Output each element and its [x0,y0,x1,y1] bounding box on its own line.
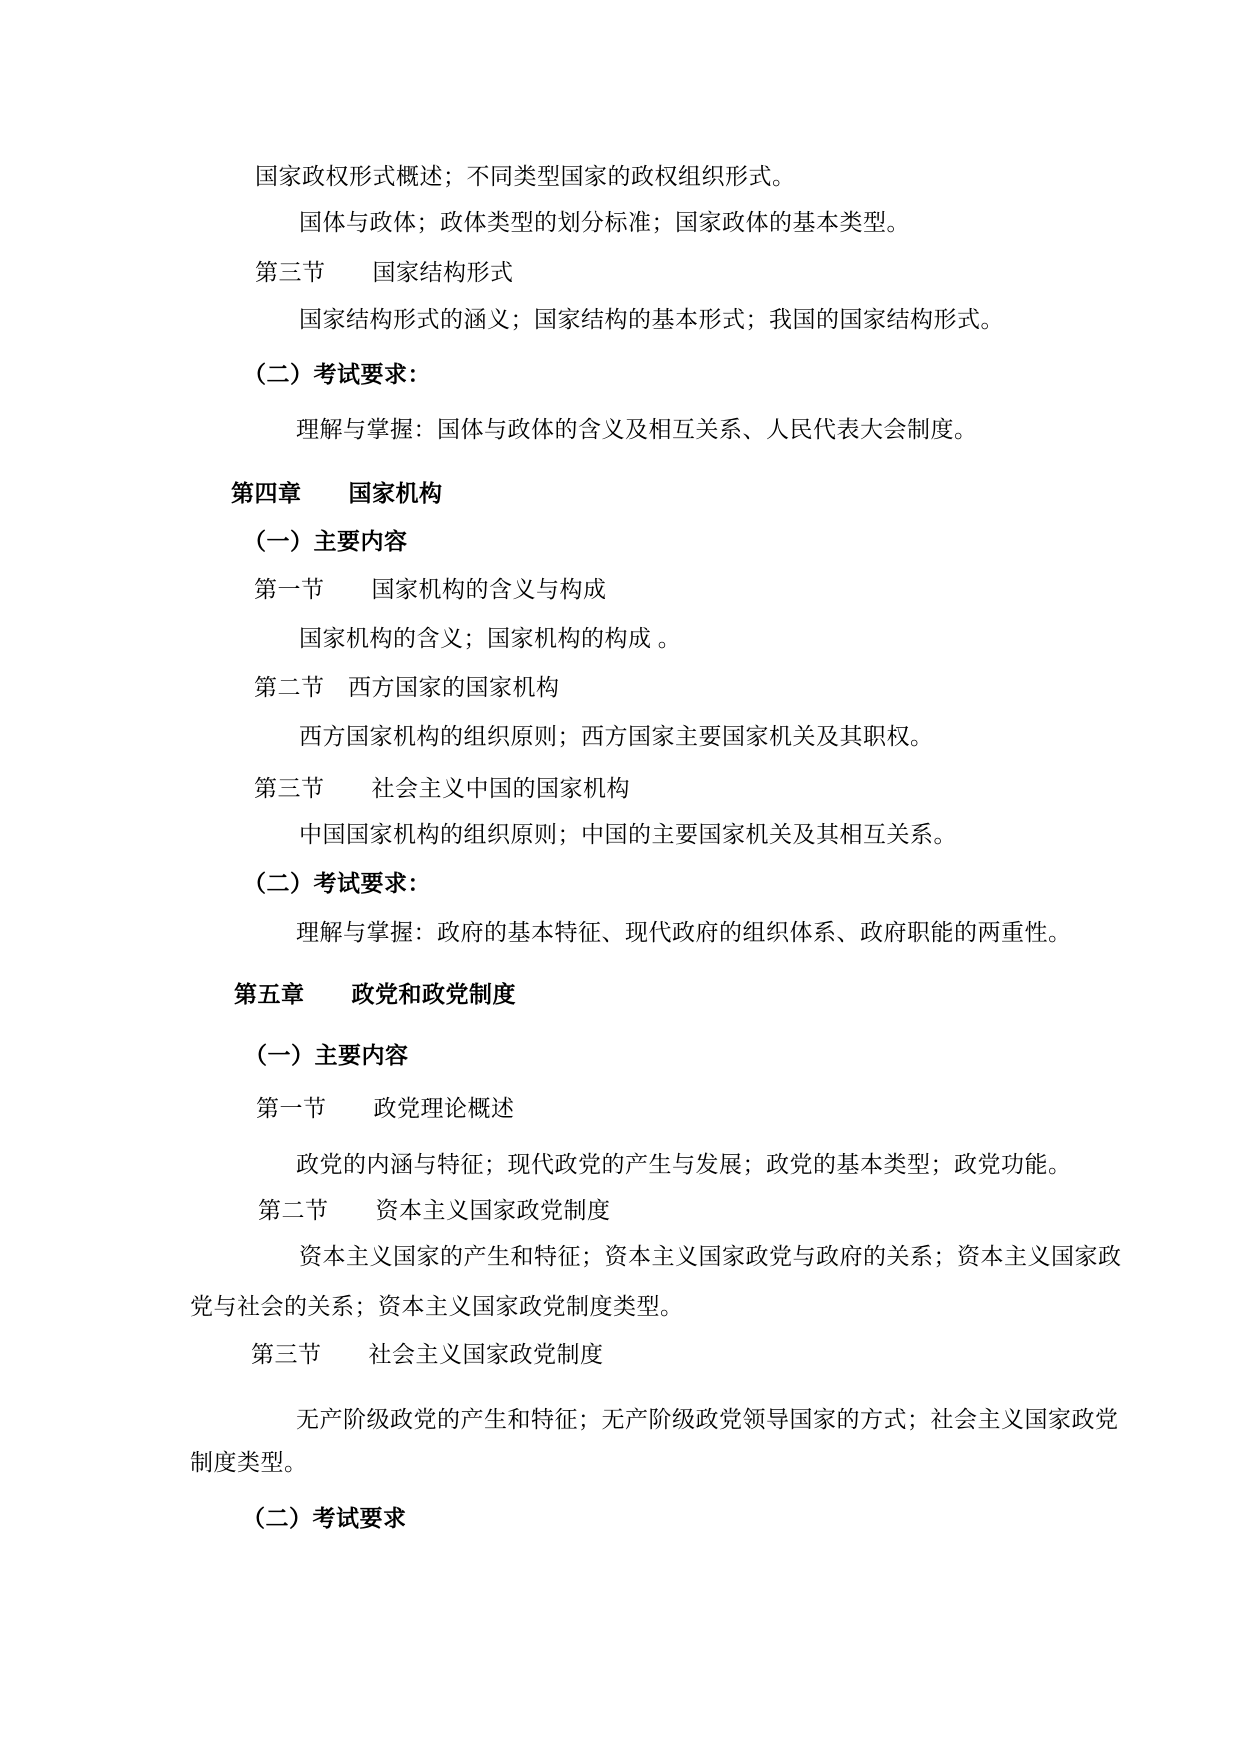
paragraph-line: 国家机构的含义；国家机构的构成 。 [299,626,682,651]
main-content-heading: （一）主要内容 [244,1043,409,1068]
section-heading: 第二节 资本主义国家政党制度 [258,1198,611,1223]
paragraph-line: 理解与掌握：国体与政体的含义及相互关系、人民代表大会制度。 [296,417,978,442]
exam-requirements-heading: （二）考试要求： [243,362,431,387]
section-heading: 第一节 国家机构的含义与构成 [254,577,607,602]
paragraph-line: 政党的内涵与特征；现代政党的产生与发展；政党的基本类型；政党功能。 [296,1152,1072,1177]
main-content-heading: （一）主要内容 [243,529,408,554]
exam-requirements-heading: （二）考试要求 [242,1506,407,1531]
chapter-4-heading: 第四章 国家机构 [231,481,443,506]
paragraph-line: 国家结构形式的涵义；国家结构的基本形式；我国的国家结构形式。 [299,307,1004,332]
paragraph-continuation-line: 党与社会的关系；资本主义国家政党制度类型。 [190,1294,684,1319]
paragraph-continuation-line: 制度类型。 [190,1450,308,1475]
paragraph-line: 理解与掌握：政府的基本特征、现代政府的组织体系、政府职能的两重性。 [296,920,1072,945]
chapter-5-heading: 第五章 政党和政党制度 [234,982,516,1007]
section-heading: 第三节 社会主义中国的国家机构 [254,776,630,801]
paragraph-line: 国体与政体；政体类型的划分标准；国家政体的基本类型。 [299,210,910,235]
exam-requirements-heading: （二）考试要求： [243,871,431,896]
section-heading: 第二节 西方国家的国家机构 [254,675,560,700]
paragraph-line: 资本主义国家的产生和特征；资本主义国家政党与政府的关系；资本主义国家政 [299,1244,1122,1269]
section-heading: 第三节 社会主义国家政党制度 [251,1342,604,1367]
section-heading: 第三节 国家结构形式 [255,260,514,285]
paragraph-line: 西方国家机构的组织原则；西方国家主要国家机关及其职权。 [299,724,934,749]
paragraph-line: 中国国家机构的组织原则；中国的主要国家机关及其相互关系。 [299,822,957,847]
section-heading: 第一节 政党理论概述 [256,1096,515,1121]
paragraph-line: 国家政权形式概述；不同类型国家的政权组织形式。 [255,164,796,189]
paragraph-line: 无产阶级政党的产生和特征；无产阶级政党领导国家的方式；社会主义国家政党 [296,1407,1119,1432]
